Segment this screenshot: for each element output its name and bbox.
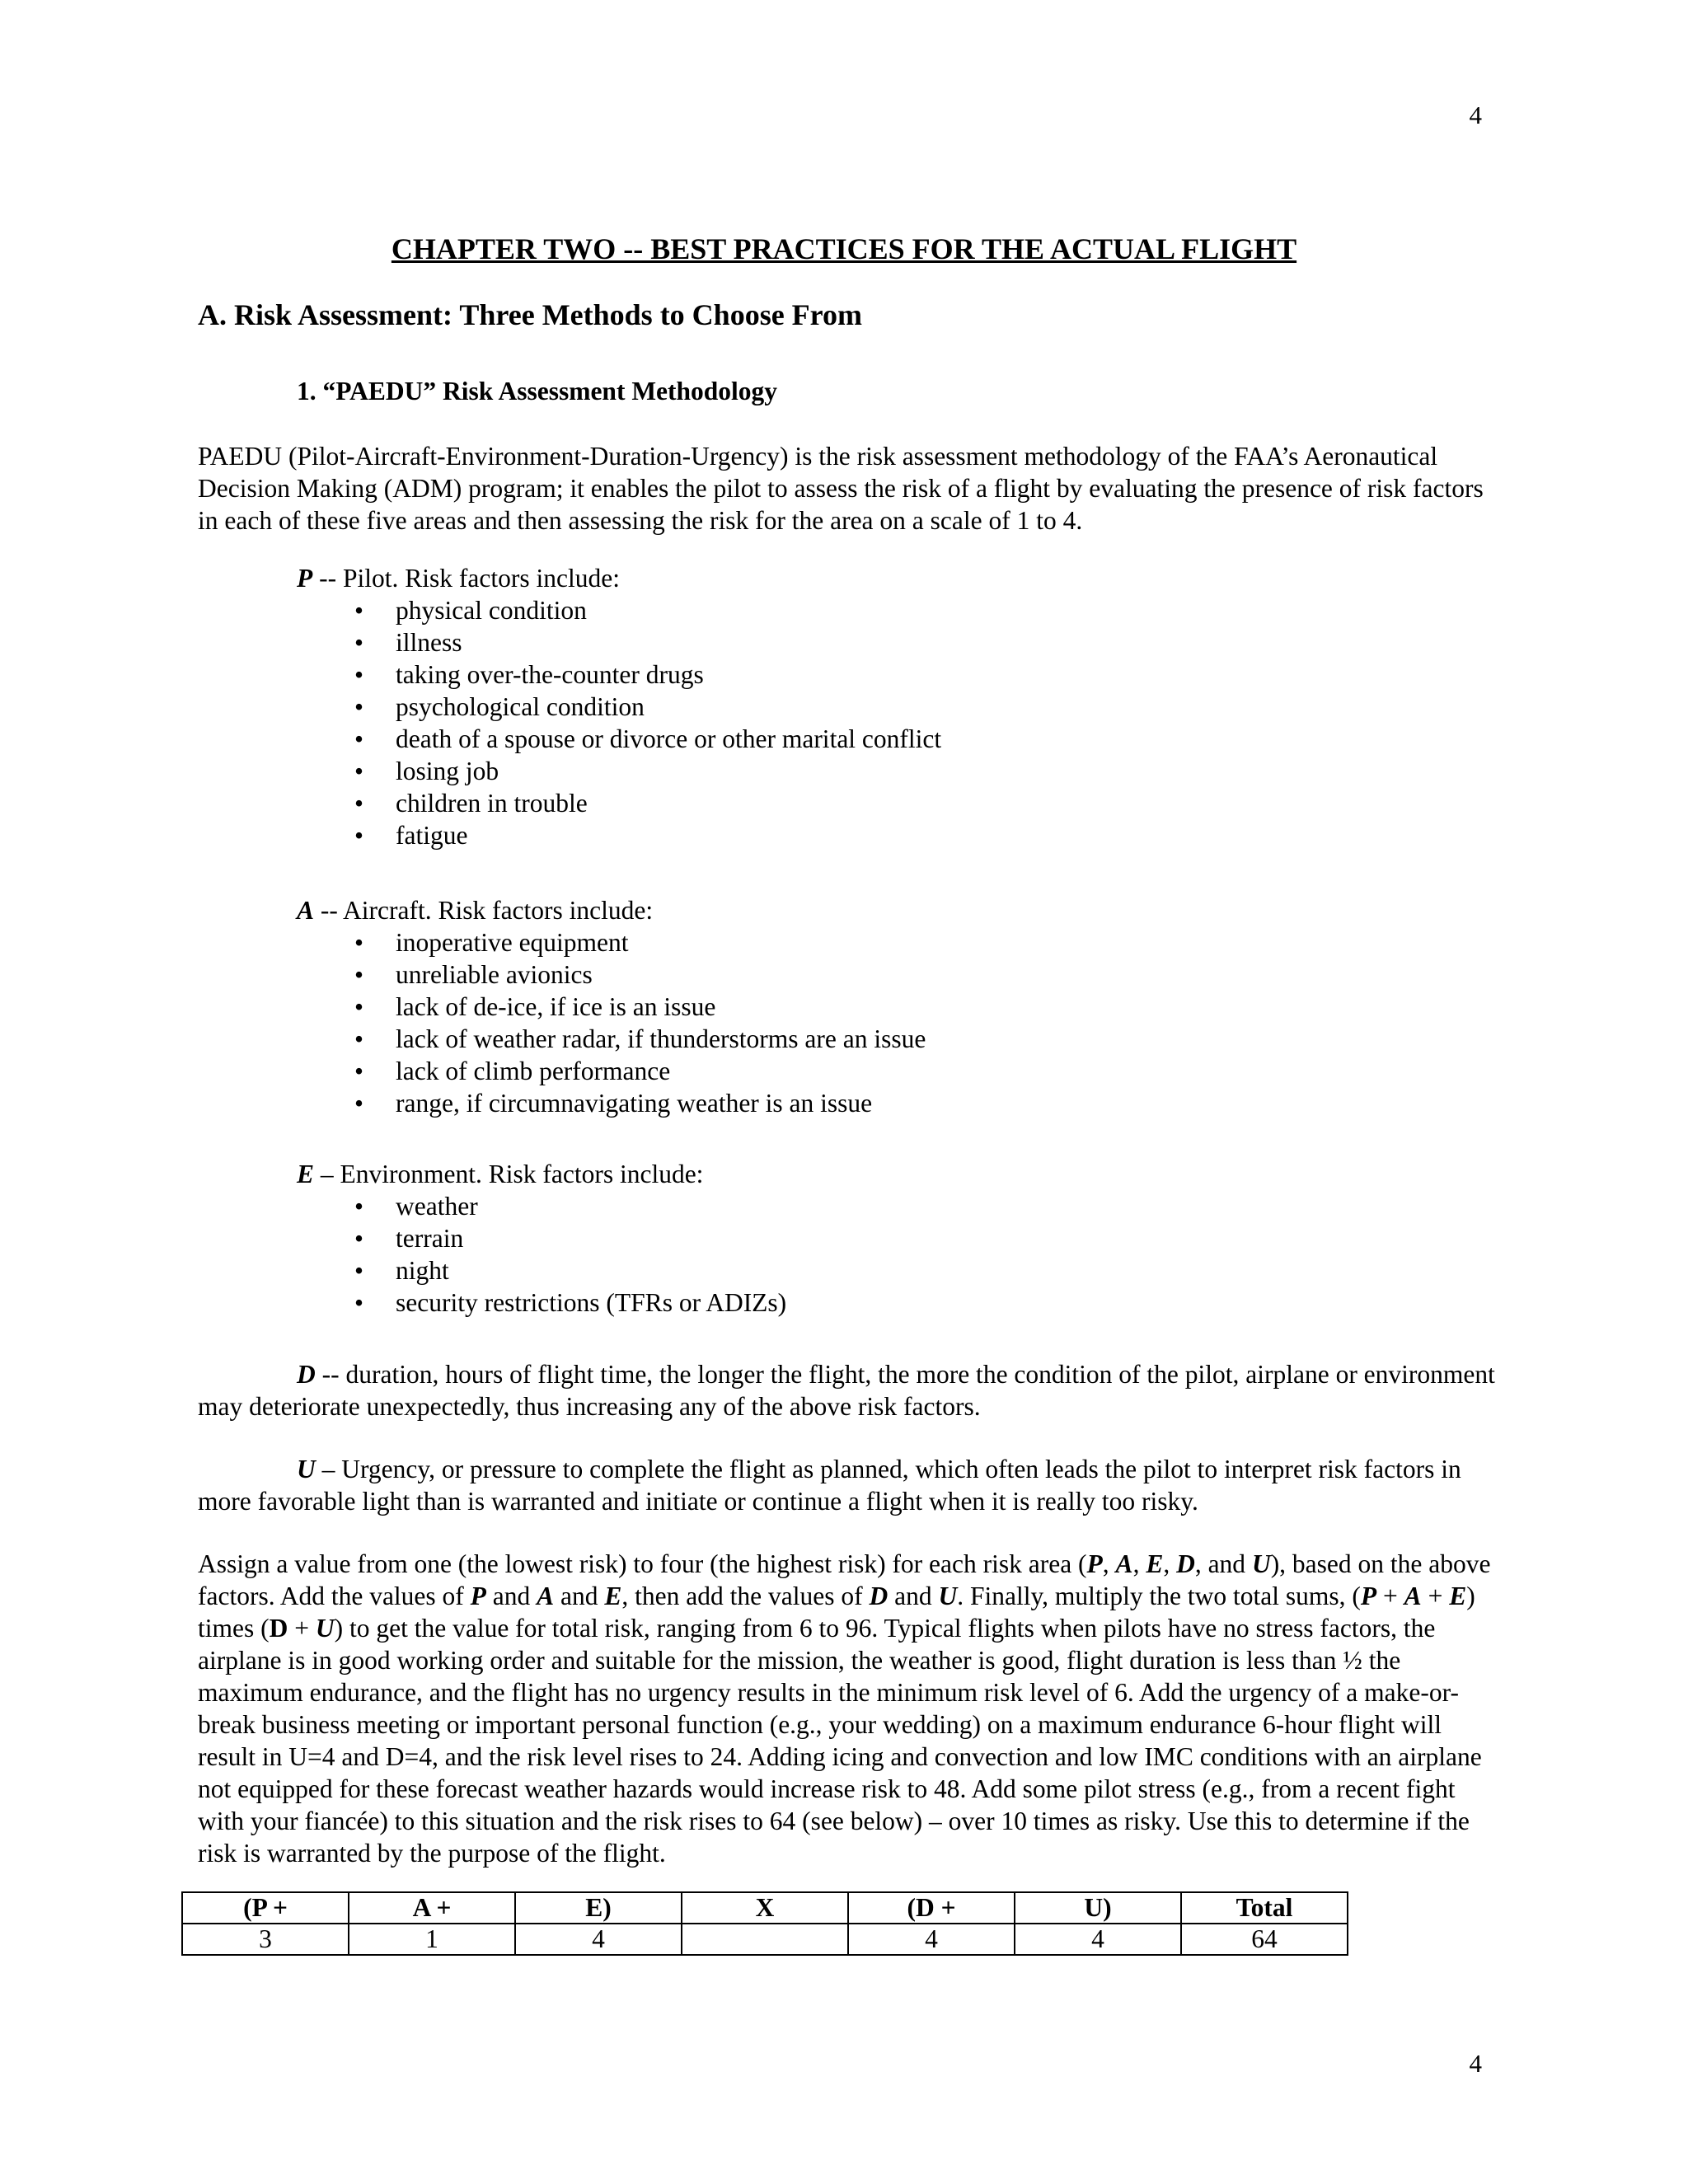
list-item: • terrain xyxy=(297,1222,1451,1254)
table-cell: 1 xyxy=(349,1924,515,1955)
aircraft-risk-group xyxy=(297,894,1451,1119)
urgency-letter: U xyxy=(297,1455,316,1483)
assign-text: and xyxy=(888,1582,939,1610)
assign-letter: A xyxy=(537,1582,555,1610)
assign-text: Assign a value from one (the lowest risk) to four (the highest risk) for each risk area ( xyxy=(198,1549,1087,1578)
table-header-cell: E) xyxy=(515,1892,682,1924)
table-cell: 4 xyxy=(515,1924,682,1955)
table-header-cell: U) xyxy=(1015,1892,1181,1924)
assign-letter: D xyxy=(869,1582,889,1610)
section-heading: A. Risk Assessment: Three Methods to Choose From xyxy=(198,298,862,331)
assign-letter: P xyxy=(1086,1549,1103,1578)
assign-letter: D xyxy=(1176,1549,1195,1578)
list-item: • lack of de-ice, if ice is an issue xyxy=(297,991,1451,1023)
assign-text: + xyxy=(1421,1582,1450,1610)
pilot-letter: P xyxy=(297,564,313,593)
list-item: • inoperative equipment xyxy=(297,926,1451,958)
subsection-heading: 1. “PAEDU” Risk Assessment Methodology xyxy=(297,377,778,405)
pilot-risk-heading xyxy=(297,562,1451,594)
assign-letter: U xyxy=(1251,1549,1271,1578)
aircraft-letter: A xyxy=(297,896,315,925)
assign-text: and xyxy=(554,1582,605,1610)
table-header-cell: A + xyxy=(349,1892,515,1924)
list-item: • lack of weather radar, if thunderstorms are an issue xyxy=(297,1023,1451,1055)
assign-letter: E xyxy=(1146,1549,1164,1578)
assign-letter: E xyxy=(1449,1582,1467,1610)
assign-letter: A xyxy=(1115,1549,1133,1578)
assign-text: , and xyxy=(1194,1549,1252,1578)
aircraft-lead: -- Aircraft. Risk factors include: xyxy=(314,896,654,925)
list-item: • taking over-the-counter drugs xyxy=(297,658,1451,691)
list-item: • lack of climb performance xyxy=(297,1055,1451,1087)
duration-letter: D xyxy=(297,1360,316,1389)
list-item: • range, if circumnavigating weather is an issue xyxy=(297,1087,1451,1119)
list-item: • losing job xyxy=(297,755,1451,787)
assign-text: and xyxy=(485,1582,537,1610)
table-cell: 3 xyxy=(182,1924,349,1955)
table-header-cell: X xyxy=(682,1892,848,1924)
table-header-cell: Total xyxy=(1181,1892,1348,1924)
assign-text: , xyxy=(1163,1549,1177,1578)
risk-table xyxy=(181,1891,1348,1956)
page-number-top: 4 xyxy=(1469,101,1482,129)
pilot-lead: -- Pilot. Risk factors include: xyxy=(312,564,620,593)
table-cell xyxy=(682,1924,848,1955)
assign-letter: A xyxy=(1404,1582,1422,1610)
table-row xyxy=(182,1924,1348,1955)
assign-letter: U xyxy=(315,1614,335,1643)
aircraft-risk-heading xyxy=(297,894,1451,926)
table-header-row xyxy=(182,1892,1348,1924)
list-item: • death of a spouse or divorce or other marital conflict xyxy=(297,723,1451,755)
list-item: • night xyxy=(297,1254,1451,1286)
assign-text: + xyxy=(1376,1582,1404,1610)
intro-paragraph: PAEDU (Pilot-Aircraft-Environment-Duration-Urgency) is the risk assessment methodology of the FAA’s Aeronautical Decision Making (ADM) program; it enables the pilot to assess the risk of a flight by evaluating the presence of risk factors in each of these five areas and then assessing the risk for the area on a scale of 1 to 4. xyxy=(198,442,1484,535)
assign-text: ) to get the value for total risk, ranging from 6 to 96. Typical flights when pilots have no stress factors, the airplane is in good working order and suitable for the mission, the weather is good, flight duration is less than ½ the maximum endurance, and the flight has no urgency results in the minimum risk level of 6. Add the urgency of a make-or-break business meeting or important personal function (e.g., your wedding) on a maximum endurance 6-hour flight will result in U=4 and D=4, and the risk level rises to 24. Adding icing and convection and low IMC conditions with an airplane not equipped for these forecast weather hazards would increase risk to 48. Add some pilot stress (e.g., from a recent fight with your fiancée) to this situation and the risk rises to 64 (see below) – over 10 times as risky. Use this to determine if the risk is warranted by the purpose of the flight. xyxy=(198,1614,1482,1868)
table-cell: 4 xyxy=(848,1924,1015,1955)
assign-letter: P xyxy=(1360,1582,1377,1610)
list-item: • unreliable avionics xyxy=(297,958,1451,991)
pilot-risk-list xyxy=(297,594,1451,851)
assign-letter: P xyxy=(470,1582,486,1610)
table-header-cell: (D + xyxy=(848,1892,1015,1924)
urgency-paragraph xyxy=(198,1453,1500,1517)
assign-text: , xyxy=(1132,1549,1146,1578)
environment-risk-list xyxy=(297,1190,1451,1319)
duration-paragraph xyxy=(198,1358,1500,1422)
assign-letter: U xyxy=(938,1582,958,1610)
list-item: • fatigue xyxy=(297,819,1451,851)
list-item: • children in trouble xyxy=(297,787,1451,819)
pilot-risk-group xyxy=(297,562,1451,851)
page-number-bottom: 4 xyxy=(1469,2049,1482,2078)
assign-letter: D xyxy=(269,1614,288,1643)
assign-text: , then add the values of xyxy=(621,1582,870,1610)
environment-risk-group xyxy=(297,1158,1451,1319)
assign-paragraph xyxy=(198,1548,1500,1869)
environment-risk-heading xyxy=(297,1158,1451,1190)
table-cell: 4 xyxy=(1015,1924,1181,1955)
chapter-title: CHAPTER TWO -- BEST PRACTICES FOR THE ACTUAL FLIGHT xyxy=(391,232,1297,265)
urgency-text: – Urgency, or pressure to complete the flight as planned, which often leads the pilot to interpret risk factors in more favorable light than is warranted and initiate or continue a flight when it is really too risky. xyxy=(198,1455,1461,1516)
assign-text: ) times ( xyxy=(198,1582,1475,1643)
list-item: • security restrictions (TFRs or ADIZs) xyxy=(297,1286,1451,1319)
list-item: • psychological condition xyxy=(297,691,1451,723)
list-item: • weather xyxy=(297,1190,1451,1222)
assign-text: ), based on the above factors. Add the values of xyxy=(198,1549,1491,1610)
assign-letter: E xyxy=(604,1582,622,1610)
list-item: • physical condition xyxy=(297,594,1451,626)
table-header-cell: (P + xyxy=(182,1892,349,1924)
aircraft-risk-list xyxy=(297,926,1451,1119)
environment-letter: E xyxy=(297,1160,315,1188)
assign-text: . Finally, multiply the two total sums, ( xyxy=(957,1582,1361,1610)
duration-text: -- duration, hours of flight time, the longer the flight, the more the condition of the pilot, airplane or environment may deteriorate unexpectedly, thus increasing any of the above risk factors. xyxy=(198,1360,1495,1421)
table-cell: 64 xyxy=(1181,1924,1348,1955)
assign-text: + xyxy=(288,1614,316,1643)
list-item: • illness xyxy=(297,626,1451,658)
environment-lead: – Environment. Risk factors include: xyxy=(314,1160,704,1188)
assign-text: , xyxy=(1102,1549,1116,1578)
